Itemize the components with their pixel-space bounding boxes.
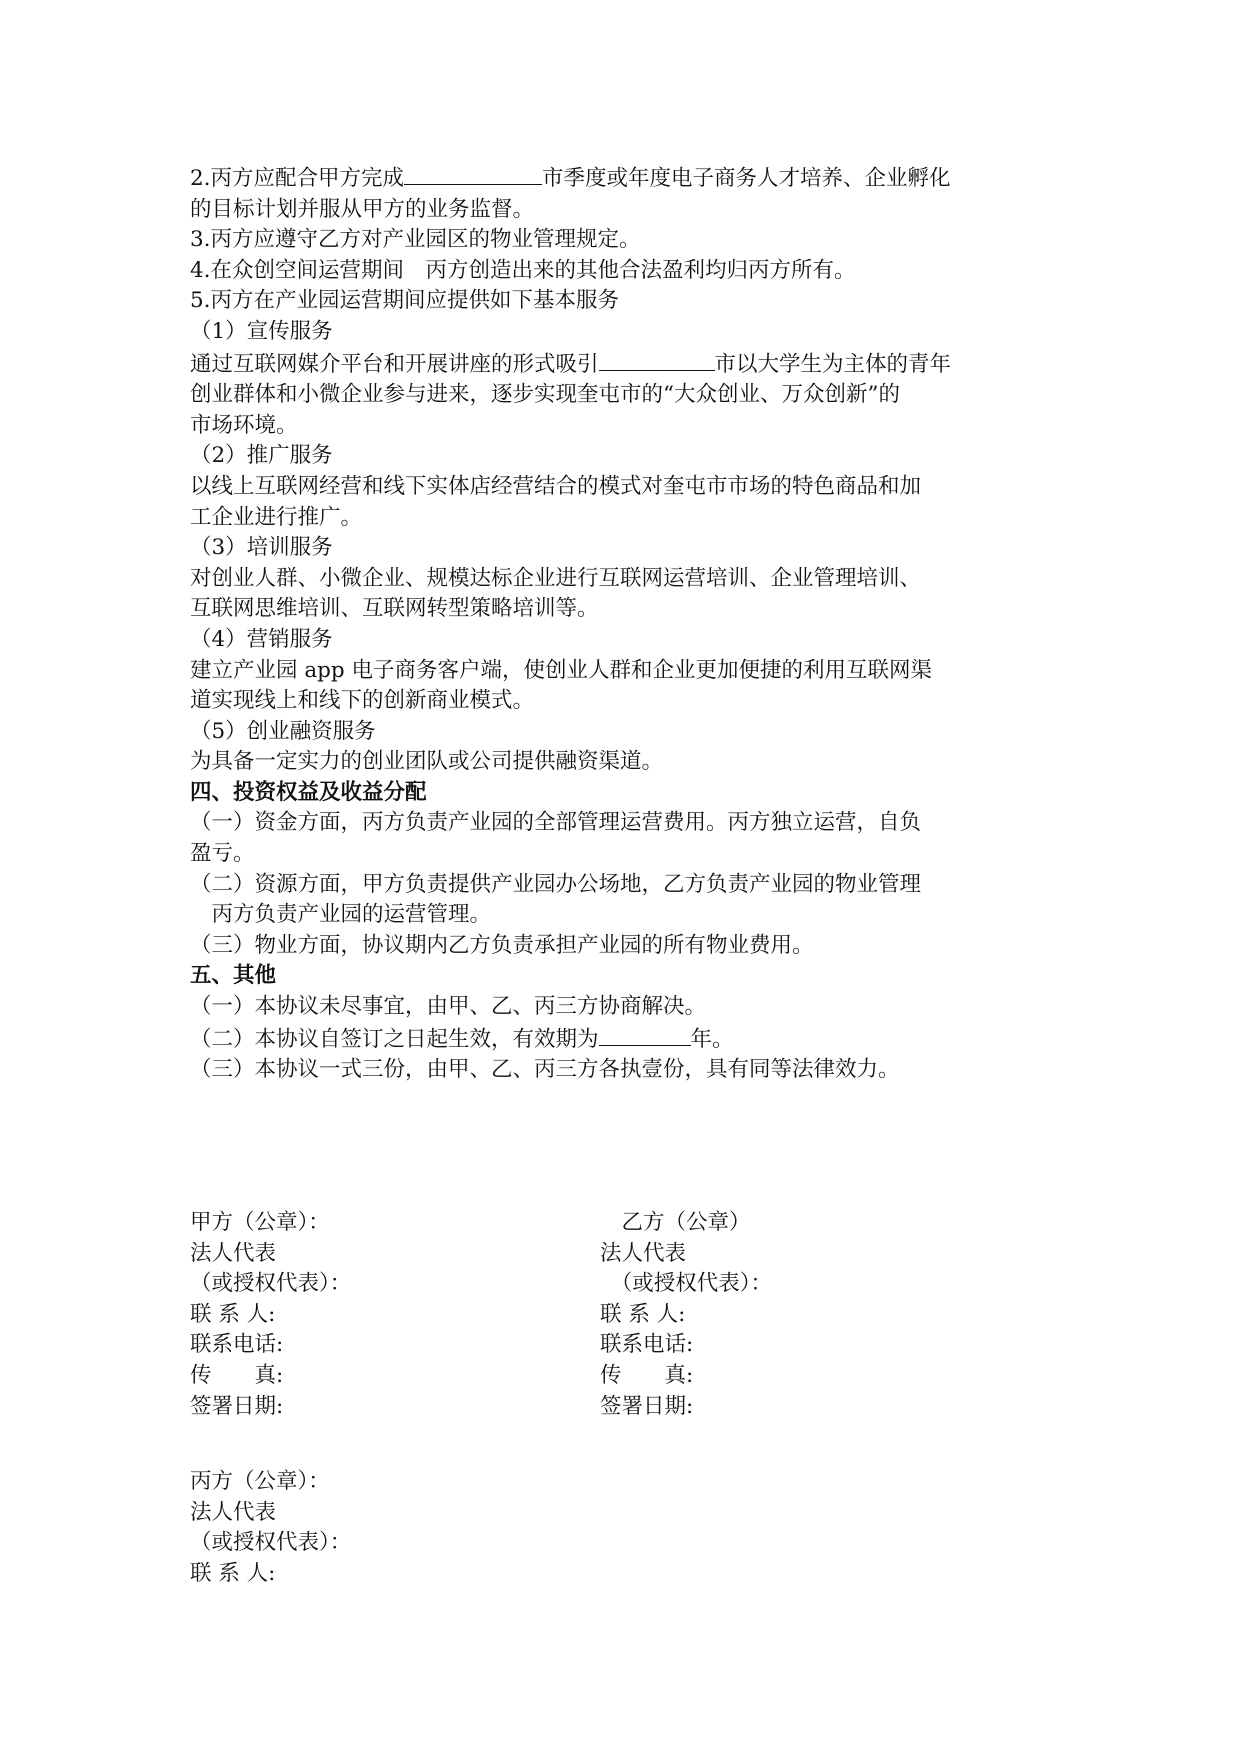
service-2-title: （2）推广服务 — [190, 443, 333, 469]
contract-body — [190, 162, 1070, 1086]
service-2-text-cont: 工企业进行推广。 — [190, 504, 363, 530]
service-1-text — [190, 348, 1070, 381]
section-5-item-3: （三）本协议一式三份，由甲、乙、丙三方各执壹份，具有同等法律效力。 — [190, 1057, 900, 1083]
party-a-date: 签署日期: — [190, 1393, 284, 1419]
service-1-text-pre: 通过互联网媒介平台和开展讲座的形式吸引 — [190, 351, 599, 377]
service-1-text-cont2: 市场环境。 — [190, 412, 298, 438]
section-5-item-1: （一）本协议未尽事宜，由甲、乙、丙三方协商解决。 — [190, 994, 707, 1020]
party-a-fax: 传 真: — [190, 1362, 284, 1388]
party-c-rep: 法人代表 — [190, 1499, 277, 1525]
party-a-seal: 甲方（公章）： — [190, 1210, 330, 1235]
party-c-contact: 联 系 人: — [190, 1560, 276, 1586]
party-a-phone: 联系电话: — [190, 1332, 284, 1358]
party-c-auth: （或授权代表）： — [190, 1530, 352, 1556]
party-a-contact: 联 系 人: — [190, 1301, 276, 1327]
service-1-text-cont: 创业群体和小微企业参与进来，逐步实现奎屯市的“大众创业、万众创新”的 — [190, 382, 900, 408]
clause-5: 5.丙方在产业园运营期间应提供如下基本服务 — [190, 288, 620, 314]
section-5-item-2-post: 年。 — [690, 1026, 734, 1052]
service-1-title: （1）宣传服务 — [190, 318, 333, 344]
section-4-item-2: （二）资源方面，甲方负责提供产业园办公场地，乙方负责产业园的物业管理 — [190, 871, 922, 897]
party-b-rep: 法人代表 — [600, 1240, 687, 1266]
party-b-contact: 联 系 人: — [600, 1301, 686, 1327]
service-2-text: 以线上互联网经营和线下实体店经营结合的模式对奎屯市市场的特色商品和加 — [190, 473, 922, 499]
party-b-signature — [600, 1208, 772, 1422]
party-b-phone: 联系电话: — [600, 1332, 694, 1358]
section-5-item-2-pre: （二）本协议自签订之日起生效，有效期为 — [190, 1026, 599, 1052]
party-a-auth: （或授权代表）： — [190, 1271, 352, 1297]
city-blank — [404, 162, 542, 185]
section-4-heading: 四、投资权益及收益分配 — [190, 779, 427, 805]
service-4-text: 建立产业园 app 电子商务客户端，使创业人群和企业更加便捷的利用互联网渠 — [190, 657, 933, 683]
service-1-text-post: 市以大学生为主体的青年 — [714, 351, 952, 377]
city-blank-2 — [599, 348, 715, 371]
clause-3: 3.丙方应遵守乙方对产业园区的物业管理规定。 — [190, 227, 641, 253]
clause-2-line2: 的目标计划并服从甲方的业务监督。 — [190, 196, 535, 222]
section-5-heading: 五、其他 — [190, 963, 277, 989]
clause-4: 4.在众创空间运营期间 丙方创造出来的其他合法盈利均归丙方所有。 — [190, 257, 856, 283]
validity-years-blank — [599, 1023, 691, 1046]
clause-2-line1 — [190, 162, 1070, 195]
party-b-seal: 乙方（公章） — [600, 1210, 751, 1235]
service-3-text-cont: 互联网思维培训、互联网转型策略培训等。 — [190, 596, 599, 622]
party-b-auth: （或授权代表）： — [600, 1271, 773, 1297]
section-4-item-1: （一）资金方面，丙方负责产业园的全部管理运营费用。丙方独立运营，自负 — [190, 810, 922, 836]
section-4-item-1-cont: 盈亏。 — [190, 841, 255, 867]
party-a-rep: 法人代表 — [190, 1240, 277, 1266]
party-b-fax: 传 真: — [600, 1362, 694, 1388]
service-3-text: 对创业人群、小微企业、规模达标企业进行互联网运营培训、企业管理培训、 — [190, 565, 922, 591]
section-4-item-2-cont: 丙方负责产业园的运营管理。 — [190, 902, 492, 928]
clause-2-text-cont: 市季度或年度电子商务人才培养、企业孵化 — [542, 166, 951, 191]
party-c-seal: 丙方（公章）： — [190, 1469, 330, 1494]
section-4-item-3: （三）物业方面，协议期内乙方负责承担产业园的所有物业费用。 — [190, 932, 814, 958]
clause-2-text: 2.丙方应配合甲方完成 — [190, 166, 405, 191]
party-b-date: 签署日期: — [600, 1393, 694, 1419]
section-5-item-2 — [190, 1023, 1070, 1056]
service-3-title: （3）培训服务 — [190, 535, 333, 561]
service-4-title: （4）营销服务 — [190, 626, 333, 652]
service-4-text-cont: 道实现线上和线下的创新商业模式。 — [190, 688, 535, 714]
service-5-title: （5）创业融资服务 — [190, 718, 376, 744]
party-c-signature — [190, 1467, 351, 1589]
party-a-signature — [190, 1208, 351, 1422]
service-5-text: 为具备一定实力的创业团队或公司提供融资渠道。 — [190, 749, 664, 775]
